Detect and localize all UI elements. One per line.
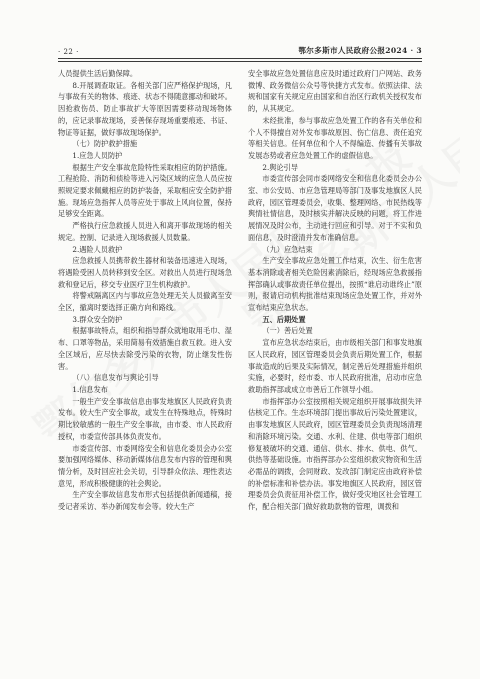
paragraph: 将警戒隔离区内与事故应急处理无关人员撤离至安全区，撤离时要选择正确方向和路线。	[58, 291, 232, 313]
publication-title: 鄂尔多斯市人民政府公报2024 · 3	[298, 46, 422, 55]
paragraph: 根据事故特点，组织和指导群众就地取用毛巾、湿布、口罩等物品，采用简易有效措施自救互救。进入安全区域后，应尽快去除受污染的衣物，防止继发性伤害。	[58, 326, 232, 371]
section-heading: （九）应急结束	[262, 244, 313, 254]
paragraph: 严格执行应急救援人员进入和离开事故现场的相关规定。控制、记录进入现场救援人员数量。	[58, 221, 232, 242]
left-column	[58, 68, 232, 659]
section-heading: （八）信息发布与舆论引导	[72, 373, 159, 383]
paragraph: 市委宣传部、市委网络安全和信息化委员会办公室要加强网络媒体、移动新媒体信息发布内容的管理和舆情分析，及时回应社会关切，引导群众依法、理性表达意见，形成积极健康的社会舆论。	[58, 443, 232, 488]
paragraph: 2.遇险人员救护	[72, 244, 123, 254]
paragraph: 8.开展调查取证。各相关部门应严格保护现场，凡与事故有关的物体、痕迹、状态不得随意挪动和破坏。因抢救伤员、防止事故扩大等原因需要移动现场物体的，应记录事故现场，妥善保存现场重要痕迹、书证、物证等证据，做好事故现场保护。	[58, 80, 232, 137]
text-body	[58, 68, 422, 659]
paragraph: 生产安全事故应急处置工作结束，次生、衍生危害基本消除或者相关危险因素消除后，经现场应急救援指挥部确认或事故责任单位提出，按照“谁启动谁终止”原则，报请启动机构批准结束现场应急处置工作，并对外宣布结束应急状态。	[248, 256, 422, 313]
paragraph: 市委宣传部会同市委网络安全和信息化委员会办公室、市公安局、市应急管理局等部门及事发地旗区人民政府，园区管理委员会，收集、整理网络、市民热线等舆情社情信息，及时核实并解决反映的问题，将工作进展情况及时公布，主动进行回应和引导。对于不实和负面信息，及时澄清并发布准确信息。	[248, 174, 422, 242]
paragraph: 根据生产安全事故危险特性采取相应的防护措施。工程抢险、消防和侦检等进入污染区域的应急人员应按照规定要求佩戴相应的防护装备，采取相应安全防护措施。现场应急指挥人员等应处于事故上风向位置，保持足够安全距离。	[58, 162, 232, 219]
paragraph: 2.舆论引导	[262, 162, 298, 172]
section-heading: （七）防护救护措施	[72, 139, 138, 149]
right-column	[248, 68, 422, 659]
paragraph: 未经批准，参与事故应急处置工作的各有关单位和个人不得擅自对外发布事故原因、伤亡信息、责任追究等相关信息。任何单位和个人不得编造、传播有关事故发展态势或者应急处置工作的虚假信息。	[248, 115, 422, 160]
paragraph: 1.信息发布	[72, 384, 108, 394]
paragraph: 1.应急人员防护	[72, 150, 123, 160]
paragraph: 一般生产安全事故信息由事发地旗区人民政府负责发布。较大生产安全事故，或发生在特殊地点，特殊时期比较敏感的一般生产安全事故，由市委、市人民政府授权，市委宣传部具体负责发布。	[58, 396, 232, 441]
paragraph: 3.群众安全防护	[72, 314, 123, 324]
section-heading: （一）善后处置	[262, 326, 313, 336]
paragraph: 应急救援人员携带救生器材和装备迅速进入现场，将遇险受困人员转移到安全区。对救出人员进行现场急救和登记后，移交专业医疗卫生机构救护。	[58, 256, 232, 289]
page-number: · 22 ·	[58, 48, 79, 56]
paragraph: 市指挥部办公室按照相关规定组织开展事故损失评估核定工作。生态环境部门提出事故后污染处置建议，由事发地旗区人民政府，园区管理委员会负责现场清理和消除环境污染。交通、水利、住建、供电等部门组织修复被破坏的交通、通信、供水、排水、供电、供气、供热等基础设施。市指挥部办公室组织救灾物资和生活必需品的调拨，会同财政、发改部门制定应由政府补偿的补偿标准和补偿办法。事发地旗区人民政府，园区管理委员会负责征用补偿工作，做好受灾地区社会管理工作，配合相关部门做好救助款物的管理，调拨和	[248, 396, 422, 512]
paragraph: 安全事故应急处置信息应及时通过政府门户网站、政务微博、政务微信公众号等快捷方式发布。依照法律、法规和国家有关规定应由国家和自治区行政机关授权发布的，从其规定。	[248, 69, 422, 114]
paragraph: 生产安全事故信息发布形式包括提供新闻通稿，接受记者采访、举办新闻发布会等。较大生产	[58, 490, 232, 512]
page-header	[58, 38, 422, 56]
header-rule	[58, 58, 422, 61]
paragraph: 人员提供生活后勤保障。	[58, 69, 138, 78]
paragraph: 宣布应急状态结束后，由市级相关部门和事发地旗区人民政府，园区管理委员会负责后期处置工作，根据事故造成的后果及实际情况，制定善后处理措施并组织实施，必要时，经市委、市人民政府批准，启动市应急救助指挥部或成立市善后工作领导小组。	[248, 338, 422, 394]
section-heading: 五、后期处置	[262, 314, 306, 324]
